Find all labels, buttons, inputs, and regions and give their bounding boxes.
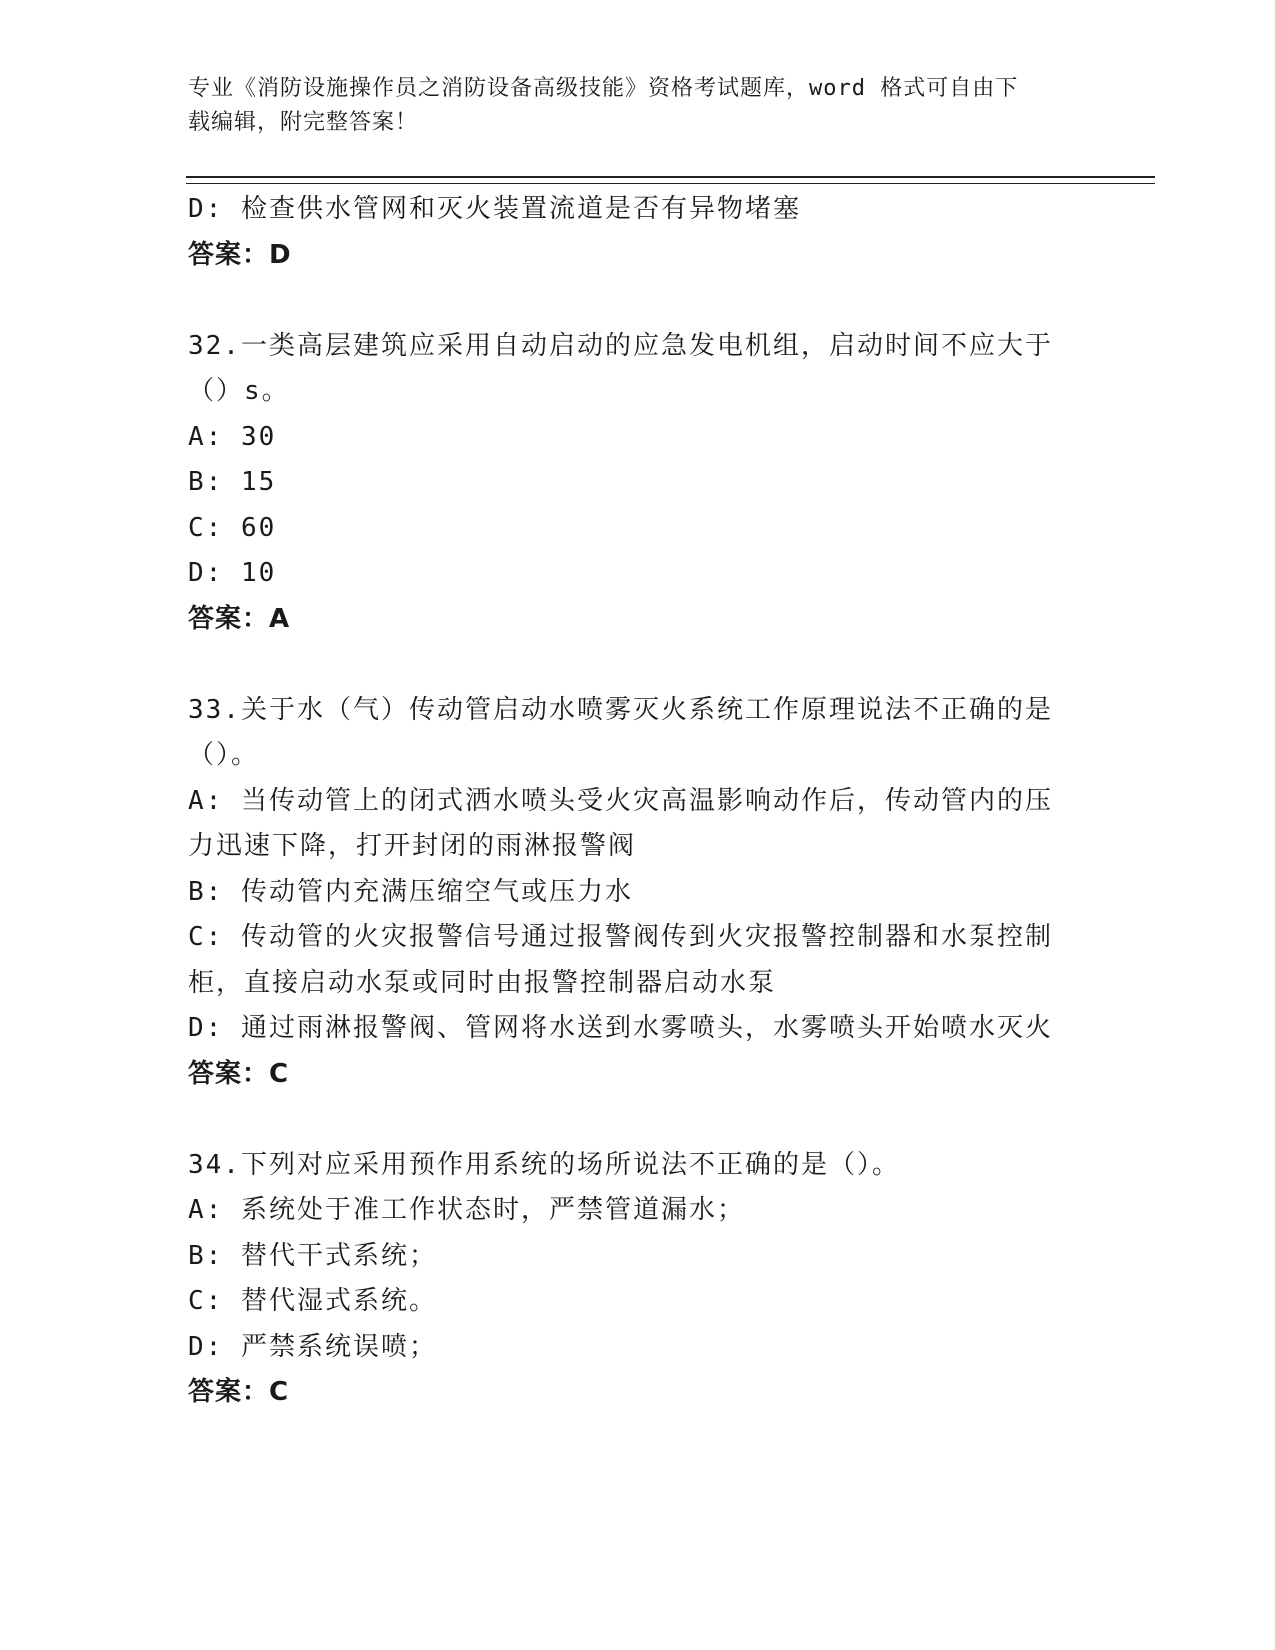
option-d: D: 10 — [188, 558, 277, 588]
spacer — [188, 278, 1088, 324]
question-stem: 34.下列对应采用预作用系统的场所说法不正确的是（）。 — [188, 1149, 900, 1180]
question-34 — [188, 1143, 1088, 1416]
question-stem: 33.关于水（气）传动管启动水喷雾灭火系统工作原理说法不正确的是 — [188, 694, 1053, 725]
question-stem-cont: （）。 — [188, 740, 260, 770]
question-stem-cont: （）s。 — [188, 376, 290, 406]
option-a: A: 30 — [188, 421, 277, 452]
question-stem: 32.一类高层建筑应采用自动启动的应急发电机组，启动时间不应大于 — [188, 330, 1053, 361]
header-line-1: 专业《消防设施操作员之消防设备高级技能》资格考试题库，word 格式可自由下 — [188, 76, 1019, 101]
spacer — [188, 1097, 1088, 1143]
option-b: B: 15 — [188, 467, 277, 497]
option-c: C: 替代湿式系统。 — [188, 1286, 437, 1316]
option-b: B: 传动管内充满压缩空气或压力水 — [188, 876, 633, 907]
option-a: A: 系统处于准工作状态时，严禁管道漏水； — [188, 1195, 745, 1225]
answer-line: 答案：A — [188, 603, 291, 634]
question-33 — [188, 688, 1088, 1098]
option-c: C: 传动管的火灾报警信号通过报警阀传到火灾报警控制器和水泵控制 — [188, 922, 1053, 952]
option-a: A: 当传动管上的闭式洒水喷头受火灾高温影响动作后，传动管内的压 — [188, 785, 1053, 816]
header-line-2: 载编辑，附完整答案！ — [188, 110, 419, 135]
option-c: C: 60 — [188, 512, 277, 543]
header-divider — [186, 176, 1155, 184]
question-31-tail — [188, 187, 1088, 278]
option-d: D: 检查供水管网和灭火装置流道是否有异物堵塞 — [188, 194, 801, 224]
answer-line: 答案：C — [188, 1377, 290, 1407]
page-header — [188, 72, 1068, 140]
answer-line: 答案：C — [188, 1058, 290, 1089]
answer-line: 答案：D — [188, 239, 292, 270]
option-d: D: 通过雨淋报警阀、管网将水送到水雾喷头，水雾喷头开始喷水灭火 — [188, 1013, 1053, 1043]
spacer — [188, 642, 1088, 688]
option-a-cont: 力迅速下降，打开封闭的雨淋报警阀 — [188, 831, 637, 861]
option-d: D: 严禁系统误喷； — [188, 1331, 437, 1362]
option-b: B: 替代干式系统； — [188, 1240, 437, 1271]
question-list — [188, 187, 1088, 1416]
option-c-cont: 柜，直接启动水泵或同时由报警控制器启动水泵 — [188, 967, 777, 998]
question-32 — [188, 324, 1088, 643]
